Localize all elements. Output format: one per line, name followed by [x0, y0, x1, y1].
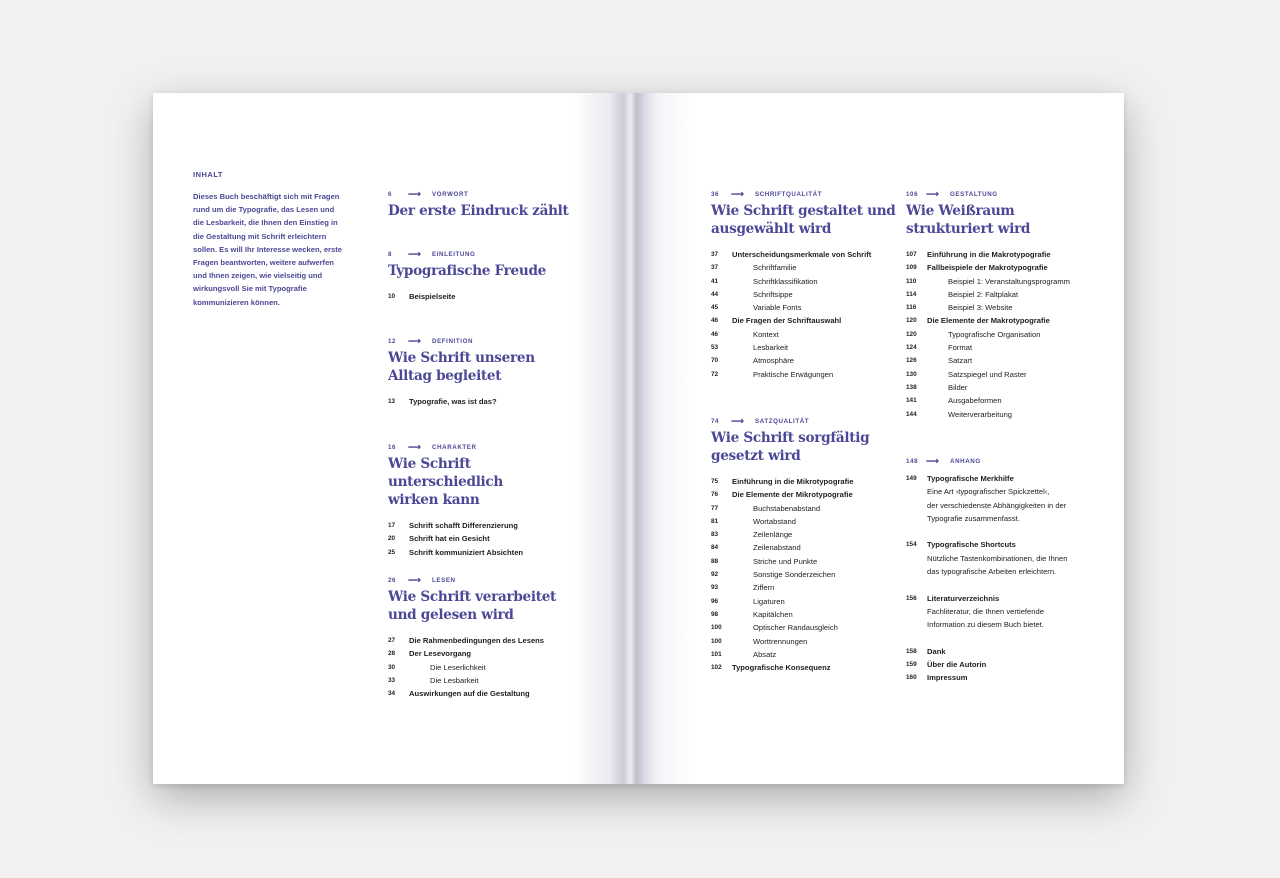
section-title: Wie Schrift unseren Alltag begleitet — [388, 350, 535, 384]
entry-page-number: 149 — [906, 475, 917, 482]
entry-text: Die Elemente der Makrotypografie — [927, 316, 1050, 326]
toc-entry — [388, 674, 588, 687]
contents-heading: INHALT — [193, 170, 223, 179]
toc-entry — [906, 512, 1096, 525]
section-title: Wie Schrift sorgfältig gesetzt wird — [711, 430, 870, 464]
entry-text: Typografische Konsequenz — [732, 663, 831, 673]
entry-text: Literaturverzeichnis — [927, 593, 1000, 603]
entry-text: Satzspiegel und Raster — [948, 369, 1027, 379]
entry-page-number: 124 — [906, 344, 917, 352]
entry-page-number — [906, 485, 927, 498]
toc-entry — [906, 394, 1096, 407]
toc-entry — [906, 485, 1096, 498]
toc-entry — [388, 687, 588, 700]
section-label: VORWORT — [432, 190, 469, 198]
entry-page-number — [906, 552, 927, 565]
section-label: SATZQUALITÄT — [755, 417, 810, 425]
entry-text: Typografische Shortcuts — [927, 540, 1016, 550]
toc-section — [388, 189, 588, 220]
toc-entry — [711, 635, 911, 648]
toc-entry — [906, 538, 1096, 551]
section-page-number: 148 — [906, 457, 919, 465]
entry-page-number: 27 — [388, 637, 396, 644]
toc-entry — [906, 381, 1096, 394]
toc-entry — [388, 395, 588, 408]
toc-entry — [711, 528, 911, 541]
entry-page-number: 159 — [906, 661, 917, 669]
section-header — [906, 456, 1096, 466]
entry-page-number — [906, 499, 927, 512]
section-page-number: 106 — [906, 190, 919, 198]
entry-page-number: 120 — [906, 317, 917, 325]
entry-text: Kapitälchen — [753, 609, 793, 619]
entry-page-number: 20 — [388, 535, 396, 543]
entry-page-number: 144 — [906, 410, 917, 418]
entry-page-number: 46 — [711, 317, 719, 325]
book-gutter — [573, 93, 693, 784]
toc-entry — [711, 368, 911, 381]
entry-list — [711, 248, 911, 381]
entry-text: der verschiedenste Abhängigkeiten in der — [927, 500, 1067, 510]
entry-text: Praktische Erwägungen — [753, 369, 834, 379]
entry-text: Nützliche Tastenkombinationen, die Ihnen — [927, 553, 1068, 563]
toc-entry — [711, 648, 911, 661]
arrow-icon: ⟶ — [408, 335, 421, 346]
entry-text: Satzart — [948, 356, 973, 366]
toc-entry — [906, 658, 1096, 671]
toc-entry — [711, 515, 911, 528]
entry-page-number: 88 — [711, 557, 719, 565]
entry-text: Die Rahmenbedingungen des Lesens — [409, 636, 545, 645]
toc-entry — [711, 354, 911, 367]
entry-page-number: 37 — [711, 264, 719, 272]
entry-text: Auswirkungen auf die Gestaltung — [409, 689, 530, 699]
entry-page-number: 75 — [711, 478, 719, 485]
toc-entry — [711, 341, 911, 354]
toc-section — [388, 336, 588, 408]
entry-text: Striche und Punkte — [753, 556, 818, 566]
entry-text: Typografische Merkhilfe — [927, 474, 1014, 483]
toc-entry — [711, 502, 911, 515]
entry-page-number: 41 — [711, 277, 719, 285]
entry-page-number: 28 — [388, 650, 396, 658]
toc-entry — [711, 275, 911, 288]
arrow-icon: ⟶ — [926, 455, 939, 466]
entry-page-number: 33 — [388, 676, 396, 684]
entry-page-number: 130 — [906, 370, 917, 378]
section-header — [711, 189, 911, 199]
toc-entry — [388, 647, 588, 660]
entry-list — [906, 248, 1096, 421]
section-title: Typografische Freude — [388, 263, 547, 279]
section-title: Der erste Eindruck zählt — [388, 203, 569, 219]
section-page-number: 12 — [388, 337, 397, 345]
entry-text: Schriftsippe — [753, 289, 793, 299]
entry-text: Die Fragen der Schriftauswahl — [732, 316, 842, 326]
entry-page-number: 96 — [711, 597, 719, 605]
entry-text: Über die Autorin — [927, 660, 987, 670]
entry-page-number — [906, 605, 927, 618]
section-label: EINLEITUNG — [432, 250, 476, 258]
entry-text: Schrift hat ein Gesicht — [409, 534, 490, 544]
entry-text: Ziffern — [753, 583, 775, 593]
entry-list — [388, 395, 588, 408]
intro-column — [193, 170, 345, 309]
entry-page-number: 34 — [388, 690, 396, 698]
entry-text: Eine Art ›typografischer Spickzettel‹, — [927, 487, 1050, 497]
toc-entry — [906, 592, 1096, 605]
arrow-icon: ⟶ — [731, 188, 744, 199]
entry-page-number: 70 — [711, 357, 719, 365]
section-header — [388, 189, 588, 199]
toc-entry — [711, 475, 911, 488]
entry-text: Lesbarkeit — [753, 343, 789, 353]
entry-text: Schriftfamilie — [753, 263, 797, 273]
entry-page-number: 17 — [388, 522, 396, 529]
toc-entry — [711, 488, 911, 501]
toc-entry — [711, 301, 911, 314]
section-header — [906, 189, 1096, 199]
entry-list — [388, 634, 588, 700]
toc-entry — [711, 248, 911, 261]
entry-page-number — [906, 618, 927, 631]
entry-text: Variable Fonts — [753, 303, 802, 313]
toc-entry — [906, 354, 1096, 367]
entry-text — [927, 525, 1096, 538]
entry-page-number — [906, 632, 927, 645]
toc-entry — [711, 314, 911, 327]
section-label: ANHANG — [950, 457, 981, 465]
section-header — [388, 336, 588, 346]
entry-page-number: 37 — [711, 251, 719, 258]
entry-page-number: 25 — [388, 548, 396, 556]
section-header — [388, 575, 588, 585]
section-title: Wie Schrift unterschiedlich wirken kann — [388, 456, 503, 508]
toc-entry — [906, 328, 1096, 341]
entry-page-number: 101 — [711, 650, 722, 658]
section-header — [388, 249, 588, 259]
entry-page-number: 110 — [906, 277, 917, 285]
entry-page-number — [906, 512, 927, 525]
entry-page-number: 109 — [906, 264, 917, 272]
entry-page-number: 126 — [906, 357, 917, 365]
toc-entry — [388, 532, 588, 545]
entry-text: Einführung in die Mikrotypografie — [732, 477, 854, 486]
entry-text: Fachliteratur, die Ihnen vertiefende — [927, 606, 1044, 616]
entry-page-number: 44 — [711, 290, 719, 298]
toc-entry — [906, 341, 1096, 354]
entry-page-number: 154 — [906, 541, 917, 549]
toc-entry — [388, 290, 588, 303]
entry-page-number: 156 — [906, 594, 917, 602]
entry-page-number: 100 — [711, 637, 722, 645]
toc-entry — [711, 621, 911, 634]
entry-text: Absatz — [753, 649, 777, 659]
section-title: Wie Weißraum strukturiert wird — [906, 203, 1031, 237]
entry-list — [906, 472, 1096, 685]
entry-page-number: 81 — [711, 517, 719, 525]
entry-text: Impressum — [927, 673, 968, 683]
intro-text: Dieses Buch beschäftigt sich mit Fragen rund um die Typografie, das Lesen und die Lesbarkeit, die Ihnen den Einstieg in die Gestaltung mit Schrift erleichtern sollen. Es will Ihr Interesse wecken, erste Fragen beantworten, weitere aufwerfen und Ihnen zeigen, wie vielseitig und wirkungsvoll Sie mit Typografie kommunizieren können. — [193, 192, 342, 307]
entry-page-number: 100 — [711, 624, 722, 632]
section-page-number: 8 — [388, 250, 393, 258]
entry-text: Die Leserlichkeit — [430, 662, 486, 672]
toc-entry — [906, 632, 1096, 645]
entry-text: das typografische Arbeiten erleichtern. — [927, 567, 1057, 577]
toc-entry — [906, 408, 1096, 421]
toc-section — [711, 416, 911, 674]
entry-page-number: 120 — [906, 330, 917, 338]
entry-list — [388, 290, 588, 303]
entry-text: Zeilenlänge — [753, 530, 793, 540]
entry-page-number — [906, 525, 927, 538]
toc-entry — [906, 618, 1096, 631]
toc-entry — [906, 525, 1096, 538]
entry-page-number: 98 — [711, 610, 719, 618]
toc-entry — [711, 541, 911, 554]
entry-text: Die Lesbarkeit — [430, 675, 479, 685]
toc-entry — [388, 634, 588, 647]
section-title: Wie Schrift verarbeitet und gelesen wird — [388, 589, 557, 623]
toc-entry — [906, 472, 1096, 485]
toc-entry — [711, 595, 911, 608]
section-page-number: 6 — [388, 190, 393, 198]
section-label: DEFINITION — [432, 337, 474, 345]
entry-page-number: 13 — [388, 398, 396, 405]
toc-entry — [906, 314, 1096, 327]
entry-page-number: 160 — [906, 674, 917, 682]
entry-text: Schriftklassifikation — [753, 276, 818, 286]
entry-page-number — [906, 578, 927, 591]
entry-page-number: 84 — [711, 544, 719, 552]
arrow-icon: ⟶ — [408, 188, 421, 199]
section-page-number: 36 — [711, 190, 720, 198]
toc-entry — [906, 552, 1096, 565]
entry-text: Ligaturen — [753, 596, 785, 606]
entry-text: Wortabstand — [753, 516, 796, 526]
entry-page-number: 10 — [388, 293, 396, 300]
toc-entry — [711, 608, 911, 621]
entry-text: Beispielseite — [409, 292, 456, 301]
entry-page-number: 46 — [711, 330, 719, 338]
entry-page-number: 102 — [711, 664, 722, 672]
section-label: LESEN — [432, 576, 456, 584]
toc-section — [906, 189, 1096, 421]
toc-entry — [906, 645, 1096, 658]
toc-entry — [388, 519, 588, 532]
entry-page-number: 114 — [906, 290, 917, 298]
entry-page-number: 77 — [711, 504, 719, 512]
entry-text: Format — [948, 343, 973, 353]
entry-page-number: 158 — [906, 647, 917, 655]
arrow-icon: ⟶ — [408, 248, 421, 259]
entry-text: Zeilenabstand — [753, 543, 801, 553]
entry-text: Typografie, was ist das? — [409, 397, 497, 406]
entry-text: Sonstige Sonderzeichen — [753, 570, 836, 580]
section-label: CHARAKTER — [432, 443, 477, 451]
entry-text: Typografische Organisation — [948, 329, 1041, 339]
toc-entry — [906, 605, 1096, 618]
toc-entry — [906, 248, 1096, 261]
entry-page-number: 30 — [388, 663, 396, 671]
entry-page-number: 92 — [711, 571, 719, 579]
toc-entry — [711, 328, 911, 341]
section-label: SCHRIFTQUALITÄT — [755, 190, 823, 198]
toc-entry — [711, 661, 911, 674]
entry-page-number: 76 — [711, 491, 719, 499]
entry-text: Buchstabenabstand — [753, 503, 821, 513]
entry-text: Beispiel 1: Veranstaltungsprogramm — [948, 276, 1070, 286]
entry-text: Fallbeispiele der Makrotypografie — [927, 263, 1048, 273]
toc-entry — [711, 261, 911, 274]
toc-entry — [906, 301, 1096, 314]
entry-text — [927, 632, 1096, 645]
toc-entry — [906, 368, 1096, 381]
entry-text: Der Lesevorgang — [409, 649, 472, 659]
toc-section — [906, 456, 1096, 685]
toc-entry — [906, 671, 1096, 684]
entry-page-number: 83 — [711, 531, 719, 539]
toc-entry — [388, 546, 588, 559]
entry-text: Information zu diesem Buch bietet. — [927, 620, 1044, 630]
toc-entry — [906, 288, 1096, 301]
entry-page-number: 53 — [711, 344, 719, 352]
section-label: GESTALTUNG — [950, 190, 998, 198]
entry-page-number — [906, 565, 927, 578]
toc-entry — [388, 661, 588, 674]
toc-section — [388, 249, 588, 303]
arrow-icon: ⟶ — [731, 415, 744, 426]
toc-entry — [906, 499, 1096, 512]
entry-page-number: 141 — [906, 397, 917, 405]
book-spread — [153, 93, 1124, 784]
toc-entry — [711, 568, 911, 581]
entry-text: Beispiel 2: Faltplakat — [948, 289, 1019, 299]
arrow-icon: ⟶ — [926, 188, 939, 199]
entry-page-number: 93 — [711, 584, 719, 592]
entry-page-number: 72 — [711, 370, 719, 378]
arrow-icon: ⟶ — [408, 441, 421, 452]
toc-section — [711, 189, 911, 381]
toc-section — [388, 575, 588, 700]
entry-text: Unterscheidungsmerkmale von Schrift — [732, 250, 872, 259]
toc-entry — [906, 578, 1096, 591]
section-page-number: 26 — [388, 576, 397, 584]
entry-text: Optischer Randausgleich — [753, 623, 838, 633]
arrow-icon: ⟶ — [408, 574, 421, 585]
toc-entry — [711, 555, 911, 568]
toc-entry — [711, 581, 911, 594]
section-header — [711, 416, 911, 426]
toc-entry — [906, 565, 1096, 578]
toc-entry — [906, 275, 1096, 288]
entry-page-number: 107 — [906, 251, 917, 258]
entry-text: Bilder — [948, 382, 968, 392]
toc-section — [388, 442, 588, 559]
section-title: Wie Schrift gestaltet und ausgewählt wird — [711, 203, 896, 237]
entry-text: Worttrennungen — [753, 636, 808, 646]
entry-text: Schrift kommuniziert Absichten — [409, 547, 524, 557]
section-header — [388, 442, 588, 452]
entry-page-number: 138 — [906, 383, 917, 391]
section-page-number: 16 — [388, 443, 397, 451]
entry-text: Dank — [927, 646, 946, 656]
entry-text: Atmosphäre — [753, 356, 794, 366]
entry-text: Weiterverarbeitung — [948, 409, 1013, 419]
entry-text: Ausgabeformen — [948, 396, 1002, 406]
entry-text: Typografie zusammenfasst. — [927, 513, 1020, 523]
entry-text: Kontext — [753, 329, 779, 339]
entry-text — [927, 578, 1096, 591]
entry-list — [388, 519, 588, 559]
section-page-number: 74 — [711, 417, 720, 425]
entry-text: Schrift schafft Differenzierung — [409, 521, 518, 530]
entry-text: Die Elemente der Mikrotypografie — [732, 490, 853, 500]
entry-page-number: 116 — [906, 304, 917, 312]
entry-text: Beispiel 3: Website — [948, 303, 1013, 313]
entry-page-number: 45 — [711, 304, 719, 312]
toc-entry — [711, 288, 911, 301]
entry-text: Einführung in die Makrotypografie — [927, 250, 1051, 259]
entry-list — [711, 475, 911, 674]
toc-entry — [906, 261, 1096, 274]
